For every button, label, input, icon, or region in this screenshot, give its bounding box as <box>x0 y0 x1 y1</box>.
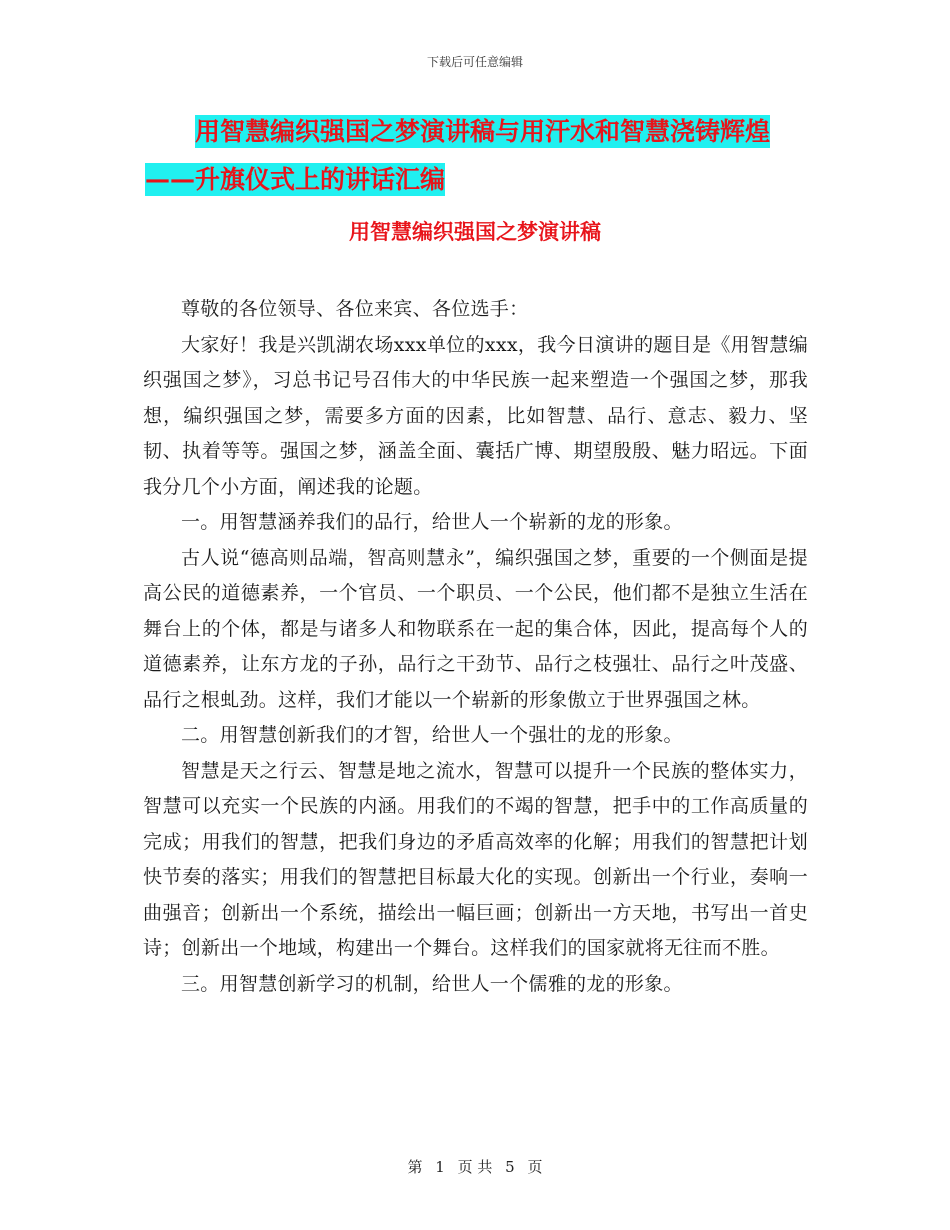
paragraph-point-2-heading: 二。用智慧创新我们的才智，给世人一个强壮的龙的形象。 <box>181 724 683 746</box>
page-footer <box>0 1156 950 1177</box>
paragraph-point-3-heading: 三。用智慧创新学习的机制，给世人一个儒雅的龙的形象。 <box>181 972 683 995</box>
body-text <box>143 292 808 1002</box>
paragraph-salutation: 尊敬的各位领导、各位来宾、各位选手： <box>181 298 529 320</box>
footer-prefix: 第 <box>407 1158 423 1176</box>
paragraph-intro: 大家好！我是兴凯湖农场xxx单位的xxx，我今日演讲的题目是《用智慧编织强国之梦》，习总书记号召伟大的中华民族一起来塑造一个强国之梦，那我想，编织强国之梦，需要多方面的因素，比如智慧、品行、意志、毅力、坚韧、执着等等。强国之梦，涵盖全面、囊括广博、期望殷殷、魅力昭远。下面我分几个小方面，阐述我的论题。 <box>143 333 808 498</box>
paragraph-point-1-heading: 一。用智慧涵养我们的品行，给世人一个崭新的龙的形象。 <box>181 511 683 533</box>
paragraph-point-2-body: 智慧是天之行云、智慧是地之流水，智慧可以提升一个民族的整体实力，智慧可以充实一个民族的内涵。用我们的不竭的智慧，把手中的工作高质量的完成；用我们的智慧，把我们身边的矛盾高效率的化解；用我们的智慧把计划快节奏的落实；用我们的智慧把目标最大化的实现。创新出一个行业，奏响一曲强音；创新出一个系统，描绘出一幅巨画；创新出一方天地，书写出一首史诗；创新出一个地域，构建出一个舞台。这样我们的国家就将无往而不胜。 <box>143 759 808 959</box>
header-note: 下载后可任意编辑 <box>426 55 523 69</box>
paragraph-point-1-body: 古人说“德高则品端，智高则慧永”，编织强国之梦，重要的一个侧面是提高公民的道德素养，一个官员、一个职员、一个公民，他们都不是独立生活在舞台上的个体，都是与诸多人和物联系在一起的集合体，因此，提高每个人的道德素养，让东方龙的子孙，品行之干劲节、品行之枝强壮、品行之叶茂盛、品行之根虬劲。这样，我们才能以一个崭新的形象傲立于世界强国之林。 <box>143 546 808 711</box>
footer-middle: 页 共 <box>457 1158 493 1176</box>
title-line-2: ——升旗仪式上的讲话汇编 <box>145 165 446 194</box>
section-title: 用智慧编织强国之梦演讲稿 <box>349 220 601 244</box>
title-line-1: 用智慧编织强国之梦演讲稿与用汗水和智慧浇铸辉煌 <box>195 117 771 146</box>
footer-total-pages: 5 <box>505 1158 515 1176</box>
footer-suffix: 页 <box>527 1158 543 1176</box>
footer-page-number: 1 <box>435 1158 445 1176</box>
document-title <box>145 108 825 204</box>
